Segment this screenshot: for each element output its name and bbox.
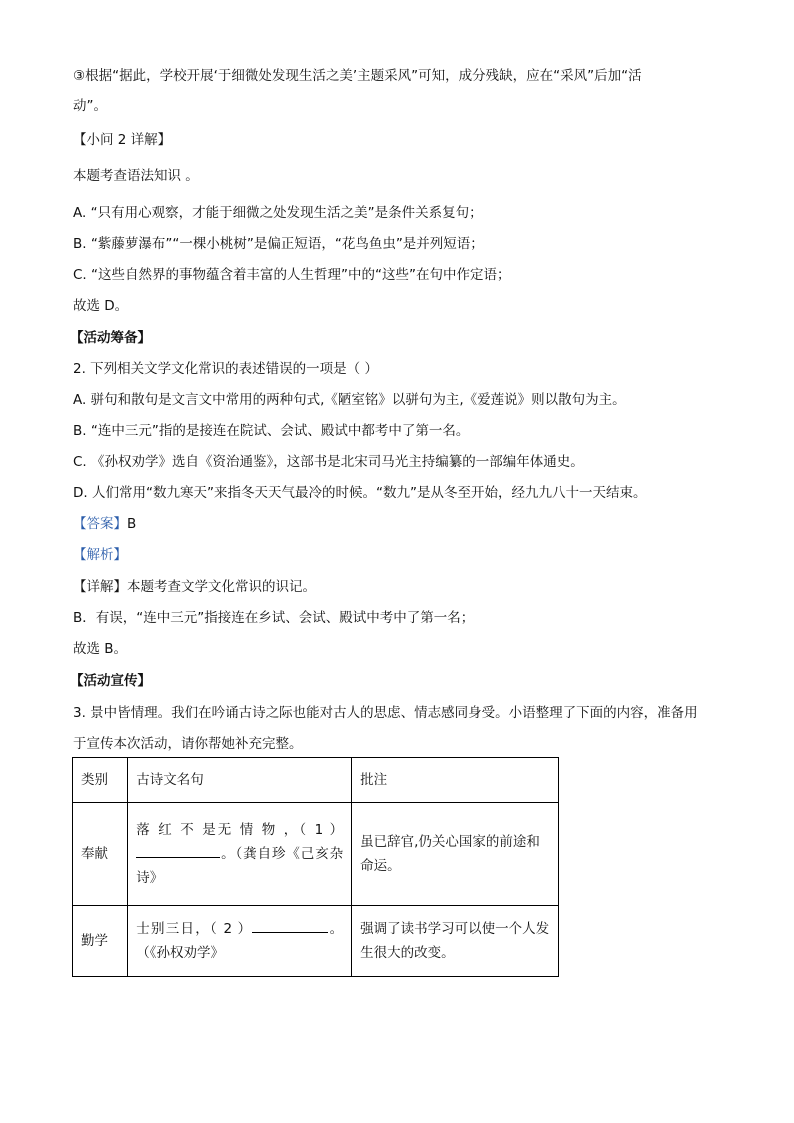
quote-source: 。（《孙权劝学》	[136, 921, 344, 961]
table-header-note: 批注	[352, 758, 559, 803]
table-header-category: 类别	[73, 758, 128, 803]
question-stem: 3. 景中皆情理。我们在吟诵古诗之际也能对古人的思虑、情志感同身受。小语整理了下面的内容，准备用	[73, 705, 698, 721]
detail-text: 本题考查文学文化常识的识记。	[127, 579, 316, 595]
table-cell-note: 强调了读书学习可以使一个人发生很大的改变。	[352, 906, 559, 977]
detail-label: 【详解】	[73, 579, 127, 595]
explanation-line: A. “只有用心观察，才能于细微之处发现生活之美”是条件关系复句；	[73, 205, 483, 221]
fill-blank-1[interactable]	[136, 843, 220, 858]
table-header-row	[73, 758, 559, 803]
option-b: B. “连中三元”指的是接连在院试、会试、殿试中都考中了第一名。	[73, 423, 470, 439]
table-cell-quote	[128, 906, 352, 977]
quote-text: 落 红 不 是无 情 物 ，（ 1 ）	[136, 822, 344, 838]
option-a: A. 骈句和散句是文言文中常用的两种句式,《陋室铭》以骈句为主,《爱莲说》则以散句为主。	[73, 392, 626, 408]
question-stem: 2. 下列相关文学文化常识的表述错误的一项是（ ）	[73, 361, 378, 377]
question-stem: 于宣传本次活动，请你帮她补充完整。	[73, 736, 303, 752]
quote-source: 。（龚自珍《己亥杂诗》	[136, 846, 344, 886]
explanation-line: C. “这些自然界的事物蕴含着丰富的人生哲理”中的“这些”在句中作定语；	[73, 267, 511, 283]
explanation-line: B. “紫藤萝瀑布”“一棵小桃树”是偏正短语，“花鸟鱼虫”是并列短语；	[73, 236, 484, 252]
section-heading: 【活动宣传】	[70, 673, 151, 689]
answer-line	[73, 514, 136, 534]
explanation-line: 动”。	[73, 98, 107, 114]
detail-line	[73, 577, 316, 597]
answer-value: B	[127, 516, 137, 532]
table-cell-quote	[128, 803, 352, 906]
analysis-label: 【解析】	[73, 547, 127, 563]
table-cell-category: 勤学	[73, 906, 128, 977]
table-cell-note: 虽已辞官,仍关心国家的前途和命运。	[352, 803, 559, 906]
table-row	[73, 906, 559, 977]
fill-blank-2[interactable]	[252, 918, 328, 933]
explanation-line: ③根据“据此，学校开展‘于细微处发现生活之美’主题采风”可知，成分残缺，应在“采风”后加“活	[73, 68, 642, 84]
explanation-line: 故选 B。	[73, 641, 128, 657]
answer-label: 【答案】	[73, 516, 127, 532]
option-c: C. 《孙权劝学》选自《资治通鉴》，这部书是北宋司马光主持编纂的一部编年体通史。	[73, 454, 584, 470]
table-cell-category: 奉献	[73, 803, 128, 906]
table-header-quote: 古诗文名句	[128, 758, 352, 803]
explanation-line: B．有误，“连中三元”指接连在乡试、会试、殿试中考中了第一名；	[73, 610, 475, 626]
quote-text: 士别三日，（ 2 ）	[136, 921, 253, 937]
explanation-line: 故选 D。	[73, 298, 129, 314]
table-row	[73, 803, 559, 906]
poetry-table	[72, 757, 559, 977]
option-d: D. 人们常用“数九寒天”来指冬天天气最冷的时候。“数九”是从冬至开始，经九九八十一天结束。	[73, 485, 647, 501]
section-heading: 【活动筹备】	[70, 330, 151, 346]
subquestion-heading: 【小问 2 详解】	[73, 132, 172, 148]
explanation-line: 本题考查语法知识 。	[73, 168, 199, 184]
